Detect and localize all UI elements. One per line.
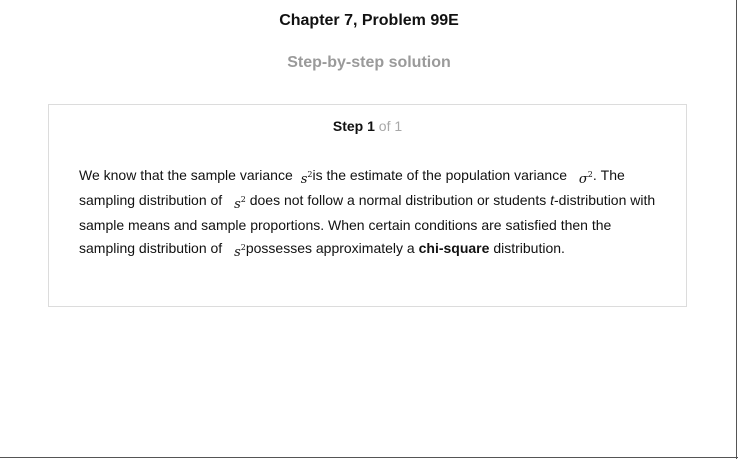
- solution-text-7: distribution.: [493, 240, 565, 256]
- math-sample-variance: [234, 197, 246, 212]
- math-sample-variance: [234, 245, 246, 260]
- math-var-s: s: [300, 172, 308, 187]
- solution-text-6: possesses approximately a: [245, 240, 415, 256]
- step-header: [49, 118, 686, 134]
- math-sample-variance: [301, 172, 313, 187]
- window-bottom-border: [0, 457, 738, 458]
- math-var-sigma: σ: [578, 172, 588, 187]
- math-population-variance: [579, 172, 593, 187]
- math-var-t: t: [550, 192, 555, 208]
- solution-text: [79, 164, 669, 262]
- solution-text-2: is the estimate of the population variance: [312, 167, 568, 183]
- math-exponent: 2: [587, 170, 593, 179]
- chi-square-term: chi-square: [418, 240, 490, 256]
- math-exponent: 2: [307, 170, 313, 179]
- chapter-title: Chapter 7, Problem 99E: [279, 12, 459, 29]
- step-label: Step: [332, 118, 364, 134]
- solution-text-1: We know that the sample variance: [79, 167, 293, 183]
- math-exponent: 2: [240, 195, 246, 204]
- solution-text-3: . The sampling distribution of: [79, 167, 625, 208]
- step-number: 1: [367, 118, 375, 134]
- solution-text-5: -distribution with sample means and sample proportions. When certain conditions are satisfied then the sampling distribution of: [79, 192, 656, 256]
- step-of-total: of 1: [378, 118, 403, 134]
- math-var-s: s: [234, 245, 241, 260]
- solution-text-4: does not follow a normal distribution or students: [249, 192, 547, 208]
- math-exponent: 2: [240, 243, 246, 252]
- step-card: [48, 104, 687, 307]
- math-var-s: s: [234, 197, 241, 212]
- solution-subtitle: Step-by-step solution: [287, 54, 451, 71]
